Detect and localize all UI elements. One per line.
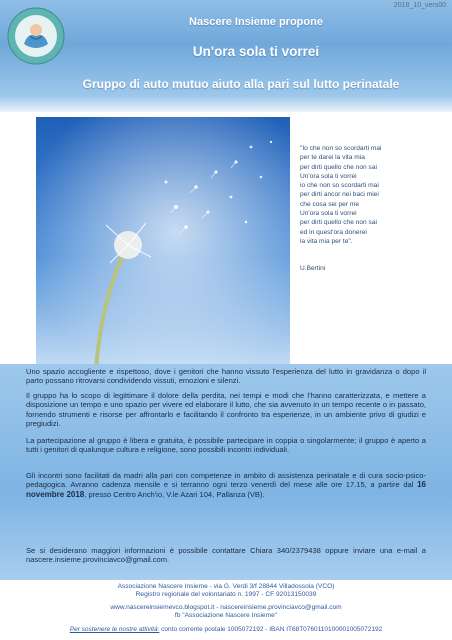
support-details: conto corrente postale 1005072192 - IBAN IT68T0760110100001005072192 <box>159 626 383 633</box>
poem-line: la vita mia per te". <box>300 237 353 245</box>
dandelion-photo <box>36 117 290 371</box>
paragraph-participation: La partecipazione al gruppo è libera e gratuita, è possibile partecipare in coppia o singolarmente; il gruppo è aperto a tutti i genitori di qualunque cultura e religione, sono possibili incontri individuali. <box>26 436 426 455</box>
poem-line: io che non so scordarti mai <box>300 182 379 190</box>
poem-line: che cosa sei per me <box>300 200 360 208</box>
poem-line: ed in quest'ora donerei <box>300 228 367 236</box>
presenter-line: Nascere Insieme propone <box>189 16 323 28</box>
poem-line: Un'ora sola ti vorrei <box>300 210 357 218</box>
paragraph-meetings <box>26 471 426 499</box>
poem-line: per dirti quello che non sai <box>300 163 377 171</box>
version-label: 2018_10_vers00 <box>393 2 446 9</box>
paragraph-intro: Uno spazio accogliente e rispettoso, dove i genitori che hanno vissuto l'esperienza del lutto in gravidanza o dopo il parto possano ritrovarsi condividendo vissuti, emozioni e silenzi. <box>26 367 426 386</box>
poem-line: per te darei la vita mia <box>300 154 365 162</box>
paragraph-purpose: Il gruppo ha lo scopo di legittimare il dolore della perdita, nei tempi e modi che l'hanno caratterizzata, e mettere a disposizione un tempo e uno spazio per vivere ed elaborare il lutto, che sia avvenuto in un tempo recente o in passato, fornendo strumenti e risorse per affrontarlo e facilitando il confronto tra esperienze, in un ambiente privo di giudizi e pregiudizi. <box>26 391 426 429</box>
poem-line: Un'ora sola ti vorrei <box>300 172 357 180</box>
footer-web-links[interactable]: www.nascereinsiemevco.blogspot.it - nascereinsieme.provinciavco@gmail.com <box>110 604 342 611</box>
poem-line: per dirti ancor nei baci miei <box>300 191 379 199</box>
poem-line: "Io che non so scordarti mai <box>300 145 382 152</box>
poem-author: U.Bertini <box>300 265 326 272</box>
meetings-location: , presso Centro Anch'io, V.le Azari 104, Pallanza (VB). <box>84 489 265 499</box>
footer-registry: Registro regionale del volontariato n. 1997 - CF 92013150039 <box>135 591 317 598</box>
footer-facebook[interactable]: fb "Associazione Nascere Insieme" <box>174 612 278 619</box>
page-title: Un'ora sola ti vorrei <box>192 44 320 59</box>
footer-support <box>0 626 452 635</box>
meetings-text: Gli incontri sono facilitati da madri alla pari con competenze in ambito di assistenza perinatale e di cura socio-psico-pedagogica. Avranno cadenza mensile e si terranno ogni terzo venerdì del mese alle ore 17.15, a partire dal <box>26 471 426 490</box>
support-label: Per sostenere le nostre attività: <box>69 626 160 633</box>
page-subtitle: Gruppo di auto mutuo aiuto alla pari sul lutto perinatale <box>82 77 400 91</box>
footer-address: Associazione Nascere Insieme - via G. Verdi 3/f 28844 Villadossola (VCO) <box>117 583 335 590</box>
poem <box>300 144 450 246</box>
paragraph-contact: Se si desiderano maggiori informazioni è possibile contattare Chiara 340/2379438 oppure inviare una e-mail a nascere.insieme.provinciavco@gmail.com. <box>26 546 426 565</box>
poem-line: per dirti quello che non sai <box>300 219 377 227</box>
start-date: 16 novembre 2018 <box>26 480 426 499</box>
